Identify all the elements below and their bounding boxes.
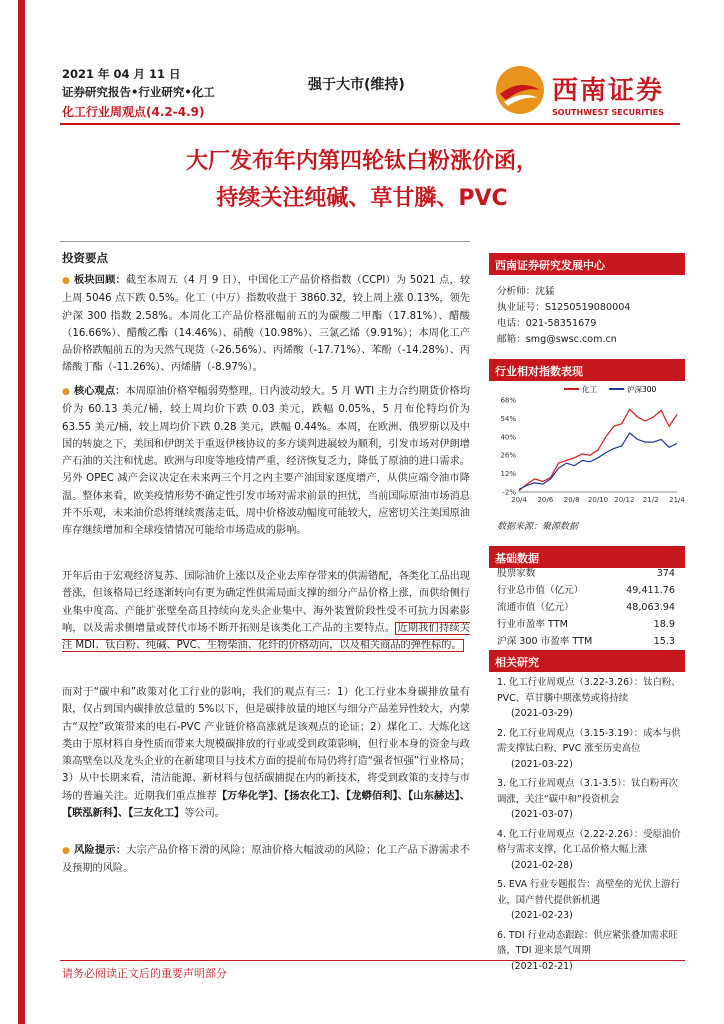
basic-data-key: 沪深 300 市盈率 TTM	[497, 636, 593, 647]
y-tick-label: 26%	[500, 451, 516, 460]
related-report-item[interactable]	[497, 928, 682, 975]
rating: 强于大市(维持)	[308, 77, 405, 93]
analyst-license: 执业证号：S1250519080004	[497, 302, 631, 313]
basic-data-value: 15.3	[653, 636, 675, 647]
basic-data-row	[497, 599, 675, 616]
basic-box-header: 基础数据	[489, 546, 685, 568]
related-report-item[interactable]	[497, 726, 682, 773]
legend-label-chem: 化工	[582, 385, 597, 394]
carbon-text: 而对于“碳中和”政策对化工行业的影响，我们的观点有三：1）化工行业本身碳排放量有限，仅占到国内碳排放总量的 5%以下，但是碳排放量的地区与细分产品差异性较大，内蒙古“双控”政策带来的电石-PVC 产业链价格高涨就是该观点的论证；2）煤化工、大炼化这类由于原材料自身性质而带来大规模碳排放的行业或受到政策影响，但行业本身的资金与政策高壁垒以及龙头企业的在新建项目与技术方面的提前布局仍将打造“强者恒强”行业格局；3）从中长期来看，清洁能源、新材料与包括碳捕捉在内的新技术，将受到政策的支持与市场的普遍关注。近期我们重点推荐	[62, 687, 470, 802]
related-report-title[interactable]: 3. 化工行业周观点（3.1-3.5）：钛白粉再次调涨，关注“碳中和”投资机会	[497, 778, 679, 805]
related-report-title[interactable]: 5. EVA 行业专题报告：高壁垒的光伏上游行业，国产替代提供新机遇	[497, 879, 681, 906]
basic-data-row	[497, 565, 675, 582]
paragraph-core-view	[62, 383, 470, 540]
related-report-date: (2021-02-21)	[511, 960, 573, 972]
x-tick-label: 20/12	[614, 496, 635, 504]
recommended-stocks: 【万华化学】、【扬农化工】、【龙蟒佰利】、【山东赫达】、【联泓新科】、【三友化工】	[62, 790, 470, 820]
basic-data-value: 49,411.76	[626, 585, 675, 596]
x-tick-label: 21/4	[669, 496, 685, 504]
y-tick-label: 12%	[500, 470, 516, 479]
analyst-info	[497, 284, 630, 348]
basic-data-value: 18.9	[653, 619, 675, 630]
bullet-icon: ●	[62, 276, 71, 286]
analyst-box-header: 西南证券研究发展中心	[489, 253, 685, 275]
basic-data-key: 行业市盈率 TTM	[497, 619, 568, 630]
basic-data-row	[497, 633, 675, 650]
legend-label-hs300: 沪深300	[627, 385, 657, 394]
related-list	[497, 675, 682, 978]
report-title-line2: 持续关注纯碱、草甘膦、PVC	[216, 186, 508, 211]
header-divider	[60, 123, 680, 125]
y-tick-label: 68%	[500, 396, 516, 405]
weekly-title: 化工行业周观点(4.2-4.9)	[62, 105, 205, 119]
report-type: 证券研究报告•行业研究•化工	[62, 85, 215, 99]
y-tick-label: -2%	[502, 488, 516, 497]
core-view-text: 本周原油价格窄幅弱势整理，日内波动较大。5 月 WTI 主力合约期货价格均价为 60.13 美元/桶，较上周均价下跌 0.03 美元，跌幅 0.05%，5 月布伦特均价为 63.55 美元/桶，较上周均价下跌 0.28 美元，跌幅 0.44%。本周，在欧洲、俄罗斯以及中国的转旋之下，美国和伊朗关于重返伊核协议的多方谈判进展较为顺利，引发市场对伊朗增产石油的关注和忧虑。欧洲与印度等地疫情严重，经济恢复乏力，降低了原油的进口需求。另外 OPEC 减产会议决定在未来两三个月之内主要产油国家逐度增产，从供应端令油市降温。整体来看，欧美疫情形势不确定性引发市场对需求前景的担忧，当前国际原油市场消息并不乐观，未来油价恐将继续震荡走低，周中价格波动幅度可能较大，应密切关注美国原油库存继续增加和全球疫情情况可能给市场造成的影响。	[62, 386, 471, 537]
related-report-item[interactable]	[497, 877, 682, 924]
related-report-item[interactable]	[497, 675, 682, 722]
related-report-date: (2021-03-07)	[511, 809, 573, 820]
footer-divider	[60, 960, 685, 961]
related-report-title[interactable]: 2. 化工行业周观点（3.15-3.19）：成本与供需支撑钛白粉、PVC 涨至历史高位	[497, 727, 681, 754]
related-report-item[interactable]	[497, 827, 682, 874]
relative-index-chart	[489, 384, 685, 514]
x-tick-label: 20/8	[563, 496, 580, 504]
review-label: 板块回顾：	[74, 275, 126, 286]
review-text: 截至本周五（4 月 9 日），中国化工产品价格指数（CCPI）为 5021 点，较上周 5046 点下跌 0.5%。化工（中万）指数收盘于 3860.32，较上周上涨 0.13%，领先沪深 300 指数 2.58%。本周化工产品价格涨幅前五的为碳酸二甲酯（17.81%）、醋酸（16.66%）、醋酸乙酯（14.46%）、硝酸（10.98%）、三氯乙烯（9.91%）；本周化工产品价格跌幅前五的为天然气现货（-26.56%）、丙烯酸（-17.71%）、苯酚（-14.28%）、丙烯酸丁酯（-11.26%）、丙烯腈（-8.97%）。	[62, 275, 471, 374]
paragraph-outlook	[62, 568, 470, 654]
related-report-date: (2021-03-22)	[511, 758, 573, 770]
basic-data-key: 行业总市值（亿元）	[497, 585, 584, 596]
risk-text: 大宗产品价格下滑的风险；原油价格大幅波动的风险；化工产品下游需求不及预期的风险。	[62, 845, 470, 875]
related-report-item[interactable]	[497, 776, 682, 823]
paragraph-risk	[62, 842, 470, 878]
basic-data-key: 股票家数	[497, 568, 536, 579]
y-tick-label: 40%	[500, 433, 516, 442]
related-report-title[interactable]: 1. 化工行业周观点（3.22-3.26）：钛白粉、PVC、草甘膦中期涨势或将持续	[497, 677, 681, 704]
analyst-email: 邮箱：smg@swsc.com.cn	[497, 334, 617, 345]
related-report-date: (2021-02-23)	[511, 910, 573, 921]
basic-data-value: 48,063.94	[626, 602, 675, 613]
bullet-icon: ●	[62, 387, 70, 397]
x-tick-label: 20/4	[511, 496, 527, 504]
section-title: 投资要点	[62, 251, 108, 265]
section-divider	[60, 241, 470, 242]
related-report-title[interactable]: 4. 化工行业周观点（2.22-2.26）：受原油价格与需求支撑，化工品价格大幅上涨	[497, 828, 681, 855]
report-date: 2021 年 04 月 11 日	[62, 67, 181, 81]
paragraph-carbon	[62, 684, 470, 822]
basic-data-key: 流通市值（亿元）	[497, 602, 574, 613]
report-title-line1: 大厂发布年内第四轮钛白粉涨价函，	[185, 149, 538, 174]
logo-cn-text: 西南证券	[552, 76, 665, 106]
paragraph-review	[62, 272, 470, 377]
analyst-name: 分析师：沈猛	[497, 286, 555, 297]
related-box-header: 相关研究	[489, 650, 685, 672]
related-report-date: (2021-03-29)	[511, 708, 573, 719]
related-report-date: (2021-02-28)	[511, 859, 573, 871]
basic-data-table	[497, 565, 675, 650]
logo-en-text: SOUTHWEST SECURITIES	[552, 108, 664, 117]
y-tick-label: 54%	[500, 414, 516, 423]
x-tick-label: 20/10	[587, 496, 609, 504]
related-report-title[interactable]: 6. TDI 行业动态跟踪：供应紧张叠加需求旺盛，TDI 迎来景气周期	[497, 929, 678, 956]
bullet-icon: ●	[62, 846, 71, 856]
x-tick-label: 20/6	[537, 496, 554, 504]
basic-data-row	[497, 616, 675, 633]
logo-mark-icon	[494, 64, 546, 116]
chart-source: 数据来源：聚源数据	[497, 522, 579, 532]
series-line-chem	[519, 409, 677, 491]
company-logo	[494, 62, 684, 120]
x-tick-label: 21/2	[642, 496, 659, 504]
risk-label: 风险提示：	[74, 845, 127, 856]
outlook-text: 开年后由于宏观经济复苏、国际油价上涨以及企业去库存带来的供需错配，各类化工品出现普涨，但该格局已经逐渐转向有更为确定性供需局面支撑的细分产品价格上涨，而供给侧行业集中度高、产能扩张壁垒高且持续向龙头企业集中、海外装置阶段性受不可抗力因素影响，以及需求侧增量或替代市场不断开拓则是该类化工产品的主要特点。	[62, 571, 470, 634]
basic-data-value: 374	[656, 568, 675, 579]
chart-legend	[564, 384, 657, 394]
analyst-phone: 电话：021-58351679	[497, 318, 597, 329]
footer-disclaimer: 请务必阅读正文后的重要声明部分	[62, 967, 227, 980]
basic-data-row	[497, 582, 675, 599]
chart-box-header: 行业相对指数表现	[489, 359, 685, 381]
core-view-label: 核心观点：	[73, 386, 126, 397]
outlook-highlight: 近期我们持续关注 MDI、钛白粉、纯碱、PVC、生物柴油、化纤的价格动向，以及相关商品的弹性标的。	[62, 622, 470, 652]
carbon-tail: 等公司。	[184, 808, 225, 820]
